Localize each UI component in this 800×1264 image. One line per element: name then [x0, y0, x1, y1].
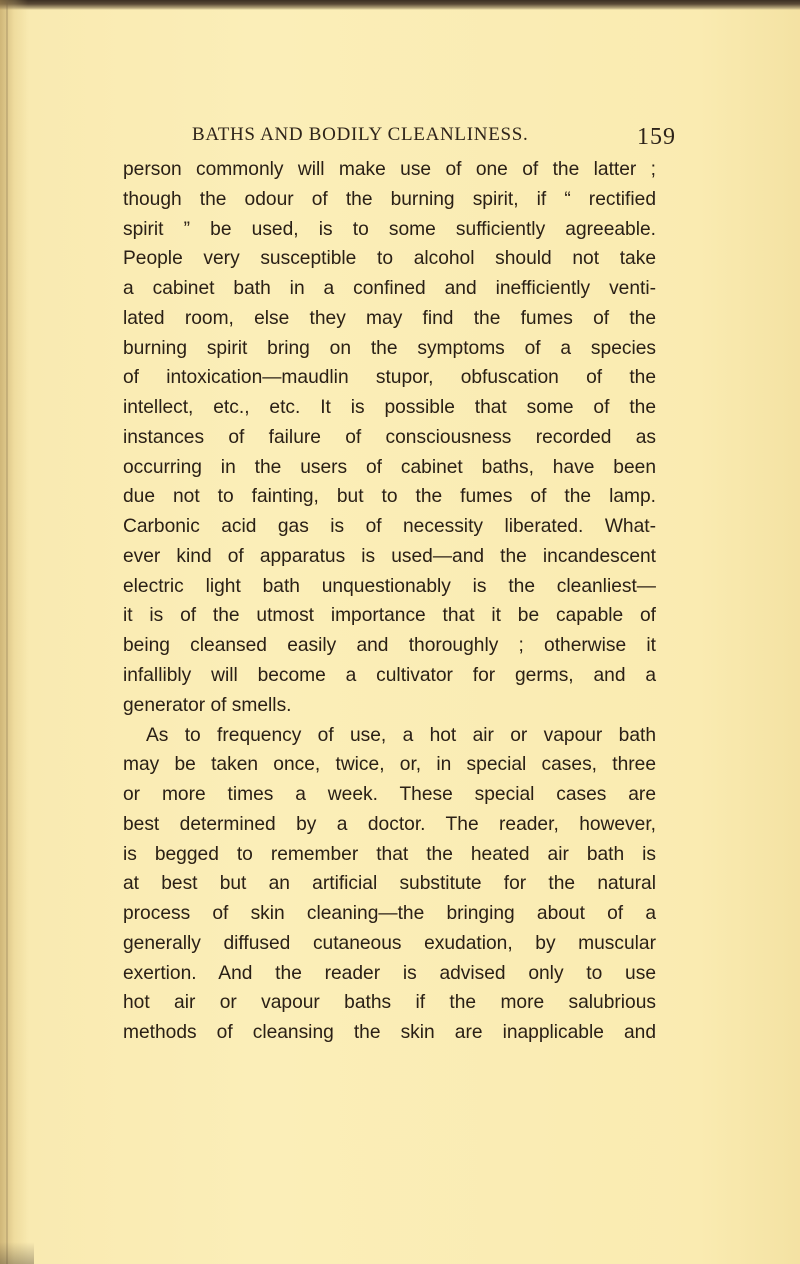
text-line-18: infallibly will become a cultivator for germs, and a: [123, 665, 656, 687]
text-line-9: intellect, etc., etc. It is possible that some of the: [123, 397, 656, 419]
text-line-30: methods of cleansing the skin are inapplicable and: [123, 1022, 656, 1044]
text-line-19: generator of smells.: [123, 694, 292, 716]
text-line-7: burning spirit bring on the symptoms of a species: [123, 337, 656, 359]
text-line-10: instances of failure of consciousness recorded as: [123, 426, 656, 448]
text-line-25: at best but an artificial substitute for the natural: [123, 873, 656, 895]
text-line-14: ever kind of apparatus is used—and the incandescent: [123, 545, 656, 567]
running-head: [136, 117, 676, 153]
text-line-28: exertion. And the reader is advised only to use: [123, 962, 656, 984]
running-head-title: BATHS AND BODILY CLEANLINESS.: [192, 124, 529, 145]
text-line-16: it is of the utmost importance that it be capable of: [123, 605, 656, 627]
text-line-22: or more times a week. These special cases are: [123, 784, 656, 806]
text-line-27: generally diffused cutaneous exudation, by muscular: [123, 932, 656, 954]
text-line-6: lated room, else they may find the fumes of the: [123, 307, 656, 329]
text-line-24: is begged to remember that the heated air bath is: [123, 843, 656, 865]
page-number: 159: [637, 124, 676, 150]
text-line-21: may be taken once, twice, or, in special cases, three: [123, 754, 656, 776]
text-line-15: electric light bath unquestionably is the cleanliest—: [123, 575, 656, 597]
body-text: [123, 155, 656, 1048]
page-top-edge: [0, 0, 800, 10]
text-line-8: of intoxication—maudlin stupor, obfuscation of the: [123, 367, 656, 389]
text-line-3: spirit ” be used, is to some sufficiently agreeable.: [123, 218, 656, 240]
text-line-1: person commonly will make use of one of the latter ;: [123, 159, 656, 180]
text-line-13: Carbonic acid gas is of necessity liberated. What-: [123, 516, 656, 538]
binding-shadow: [0, 0, 28, 1264]
page-corner-shadow: [0, 1242, 34, 1264]
text-line-11: occurring in the users of cabinet baths, have been: [123, 456, 656, 478]
text-line-4: People very susceptible to alcohol should not take: [123, 248, 656, 270]
text-line-12: due not to fainting, but to the fumes of the lamp.: [123, 486, 656, 508]
text-line-23: best determined by a doctor. The reader, however,: [123, 813, 656, 835]
gutter-line: [6, 0, 8, 1264]
text-line-17: being cleansed easily and thoroughly ; otherwise it: [123, 635, 656, 657]
text-line-2: though the odour of the burning spirit, if “ rectified: [123, 188, 656, 210]
text-line-26: process of skin cleaning—the bringing about of a: [123, 903, 656, 925]
text-line-20: As to frequency of use, a hot air or vapour bath: [146, 724, 656, 746]
text-line-29: hot air or vapour baths if the more salubrious: [123, 992, 656, 1014]
text-line-5: a cabinet bath in a confined and inefficiently venti-: [123, 278, 656, 300]
